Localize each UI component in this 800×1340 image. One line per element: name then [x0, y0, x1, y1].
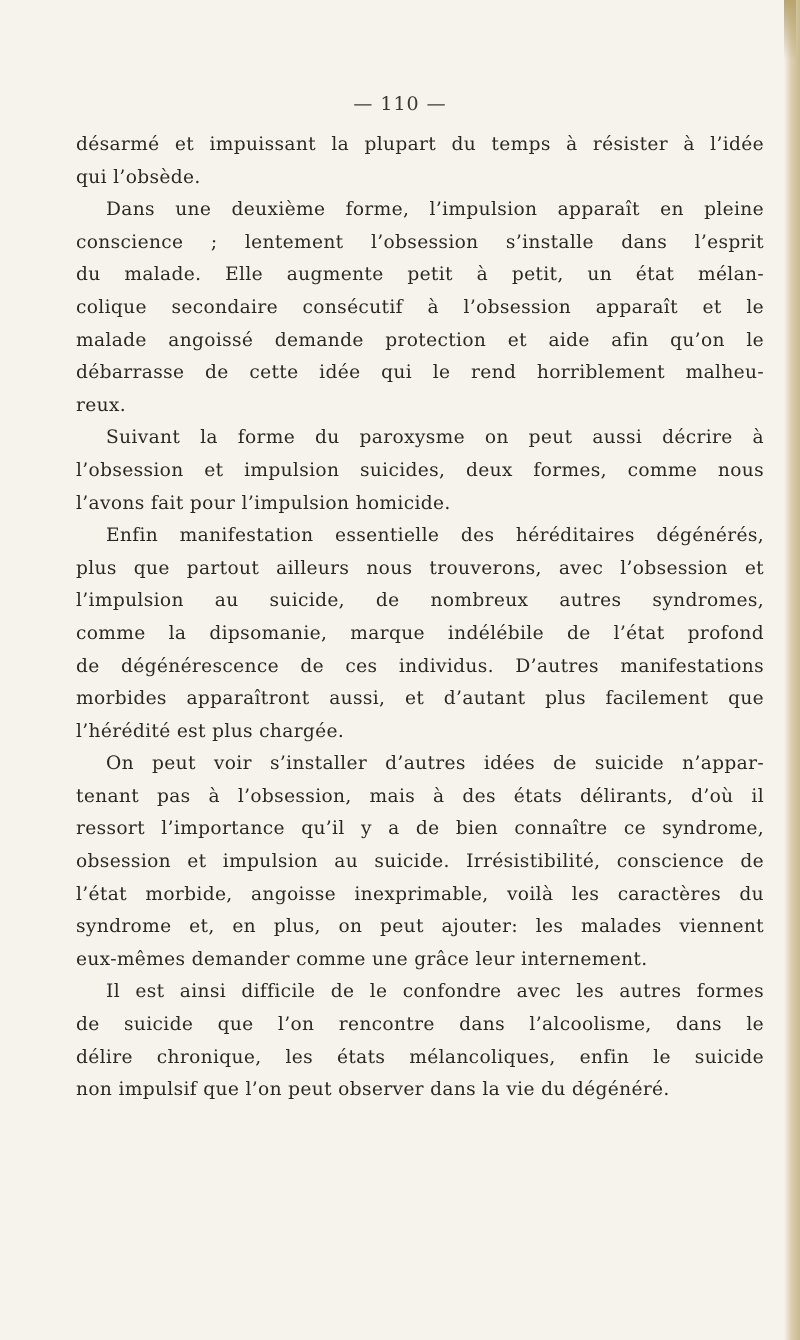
text-line: l’avons fait pour l’impulsion homicide. [76, 492, 451, 514]
text-line: plus que partout ailleurs nous trouverons, avec l’obsession et [76, 557, 764, 579]
text-line: Il est ainsi difficile de le confondre avec les autres formes [106, 981, 764, 1003]
text-line: Suivant la forme du paroxysme on peut aussi décrire à [106, 427, 764, 449]
text-line: débarrasse de cette idée qui le rend horriblement malheu- [76, 362, 764, 384]
page-number: — 110 — [353, 93, 447, 115]
text-line: tenant pas à l’obsession, mais à des états délirants, d’où il [76, 785, 764, 807]
text-line: non impulsif que l’on peut observer dans la vie du dégénéré. [76, 1079, 670, 1101]
page-edge-stain [784, 0, 796, 60]
text-line: malade angoissé demande protection et aide afin qu’on le [76, 329, 764, 351]
text-line: l’hérédité est plus chargée. [76, 720, 345, 742]
text-line: On peut voir s’installer d’autres idées de suicide n’appar- [106, 753, 764, 775]
text-line: l’impulsion au suicide, de nombreux autres syndromes, [76, 590, 764, 612]
text-line: reux. [76, 394, 127, 416]
page-edge-shadow [784, 0, 800, 1340]
text-line: ressort l’importance qu’il y a de bien connaître ce syndrome, [76, 818, 764, 840]
text-line: délire chronique, les états mélancoliques, enfin le suicide [76, 1046, 764, 1068]
text-line: obsession et impulsion au suicide. Irrésistibilité, conscience de [76, 851, 764, 873]
text-line: Enfin manifestation essentielle des héréditaires dégénérés, [106, 525, 764, 547]
body-text [76, 129, 764, 1107]
text-line: colique secondaire consécutif à l’obsession apparaît et le [76, 296, 764, 318]
text-line: morbides apparaîtront aussi, et d’autant plus facilement que [76, 688, 764, 710]
text-line: syndrome et, en plus, on peut ajouter: les malades viennent [76, 916, 764, 938]
text-line: l’obsession et impulsion suicides, deux formes, comme nous [76, 459, 764, 481]
text-line: l’état morbide, angoisse inexprimable, voilà les caractères du [76, 883, 764, 905]
text-line: du malade. Elle augmente petit à petit, un état mélan- [76, 264, 764, 286]
text-line: comme la dipsomanie, marque indélébile de l’état profond [76, 622, 764, 644]
text-line: conscience ; lentement l’obsession s’installe dans l’esprit [76, 231, 764, 253]
text-line: Dans une deuxième forme, l’impulsion apparaît en pleine [106, 199, 764, 221]
text-line: eux-mêmes demander comme une grâce leur internement. [76, 948, 648, 970]
text-line: de dégénérescence de ces individus. D’autres manifestations [76, 655, 764, 677]
text-line: qui l’obsède. [76, 166, 201, 188]
text-line: désarmé et impuissant la plupart du temps à résister à l’idée [76, 134, 764, 155]
text-line: de suicide que l’on rencontre dans l’alcoolisme, dans le [76, 1014, 764, 1036]
